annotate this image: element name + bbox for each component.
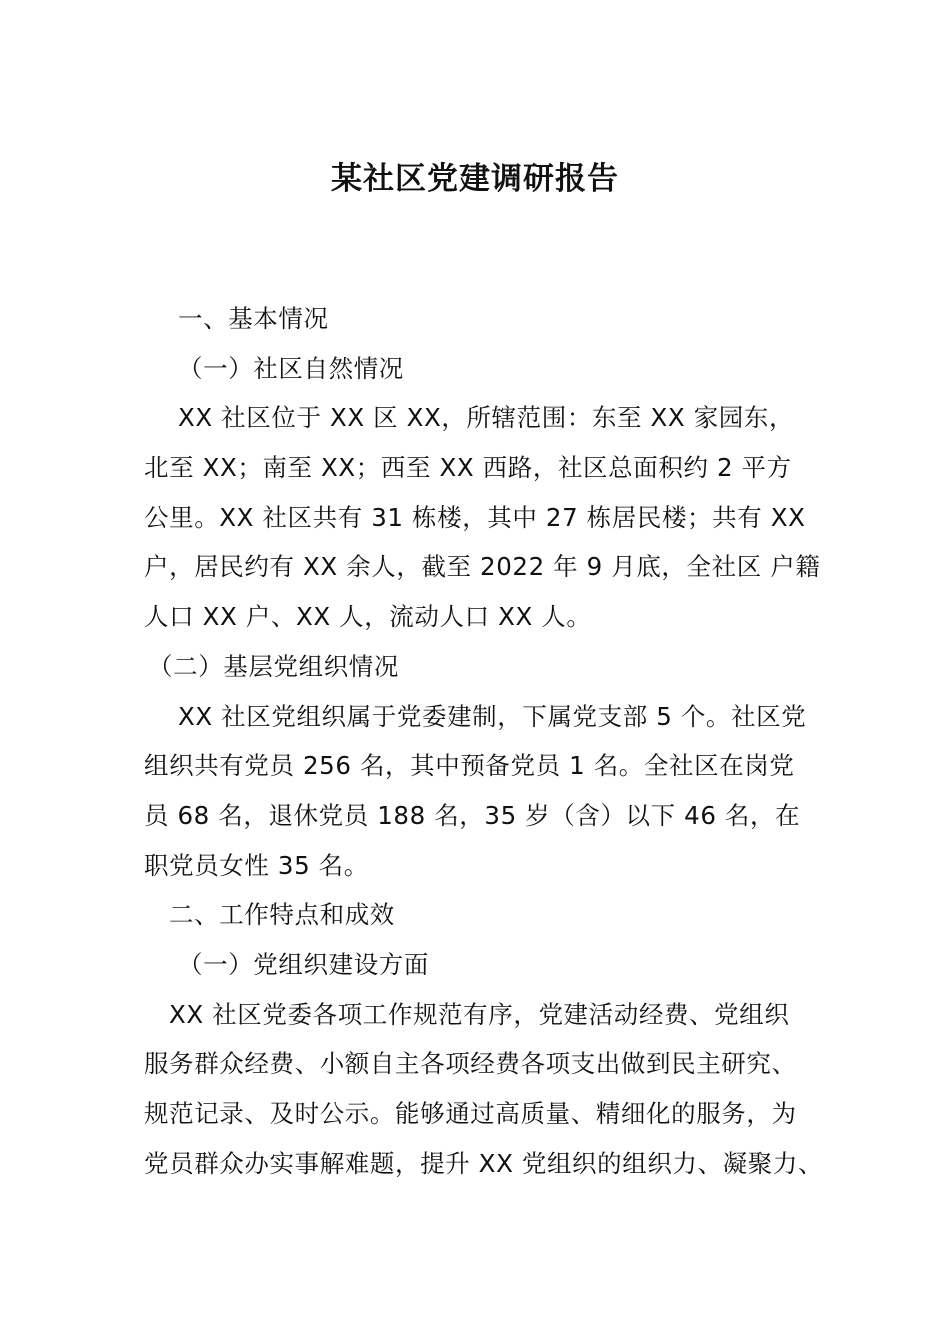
subsection-heading-org-building: （一）党组织建设方面 [178, 949, 429, 979]
paragraph-line: 组织共有党员 256 名，其中预备党员 1 名。全社区在岗党 [144, 751, 795, 781]
document-title: 某社区党建调研报告 [331, 161, 619, 197]
paragraph-line: XX 社区位于 XX 区 XX，所辖范围：东至 XX 家园东， [178, 403, 795, 433]
paragraph-line: 规范记录、及时公示。能够通过高质量、精细化的服务，为 [144, 1099, 797, 1128]
paragraph-line: 服务群众经费、小额自主各项经费各项支出做到民主研究、 [144, 1049, 797, 1079]
paragraph-line: 员 68 名，退休党员 188 名，35 岁（含）以下 46 名，在 [144, 800, 801, 830]
paragraph-line: 人口 XX 户、XX 人，流动人口 XX 人。 [144, 602, 592, 632]
paragraph-line: 职党员女性 35 名。 [144, 850, 369, 880]
paragraph-line: 北至 XX；南至 XX；西至 XX 西路，社区总面积约 2 平方 [144, 453, 792, 483]
paragraph-line: XX 社区党委各项工作规范有序，党建活动经费、党组织 [169, 999, 790, 1029]
paragraph-line: 党员群众办实事解难题，提升 XX 党组织的组织力、凝聚力、 [144, 1148, 824, 1178]
subsection-heading-party-organization: （二）基层党组织情况 [148, 651, 399, 681]
paragraph-line: 公里。XX 社区共有 31 栋楼，其中 27 栋居民楼；共有 XX [144, 502, 806, 532]
document-body [144, 294, 824, 1188]
section-heading-basic-info: 一、基本情况 [178, 304, 329, 333]
paragraph-line: 户，居民约有 XX 余人，截至 2022 年 9 月底，全社区 户籍 [144, 552, 821, 582]
section-heading-work-features: 二、工作特点和成效 [169, 900, 395, 930]
paragraph-line: XX 社区党组织属于党委建制，下属党支部 5 个。社区党 [178, 701, 807, 731]
subsection-heading-natural-situation: （一）社区自然情况 [178, 353, 404, 383]
